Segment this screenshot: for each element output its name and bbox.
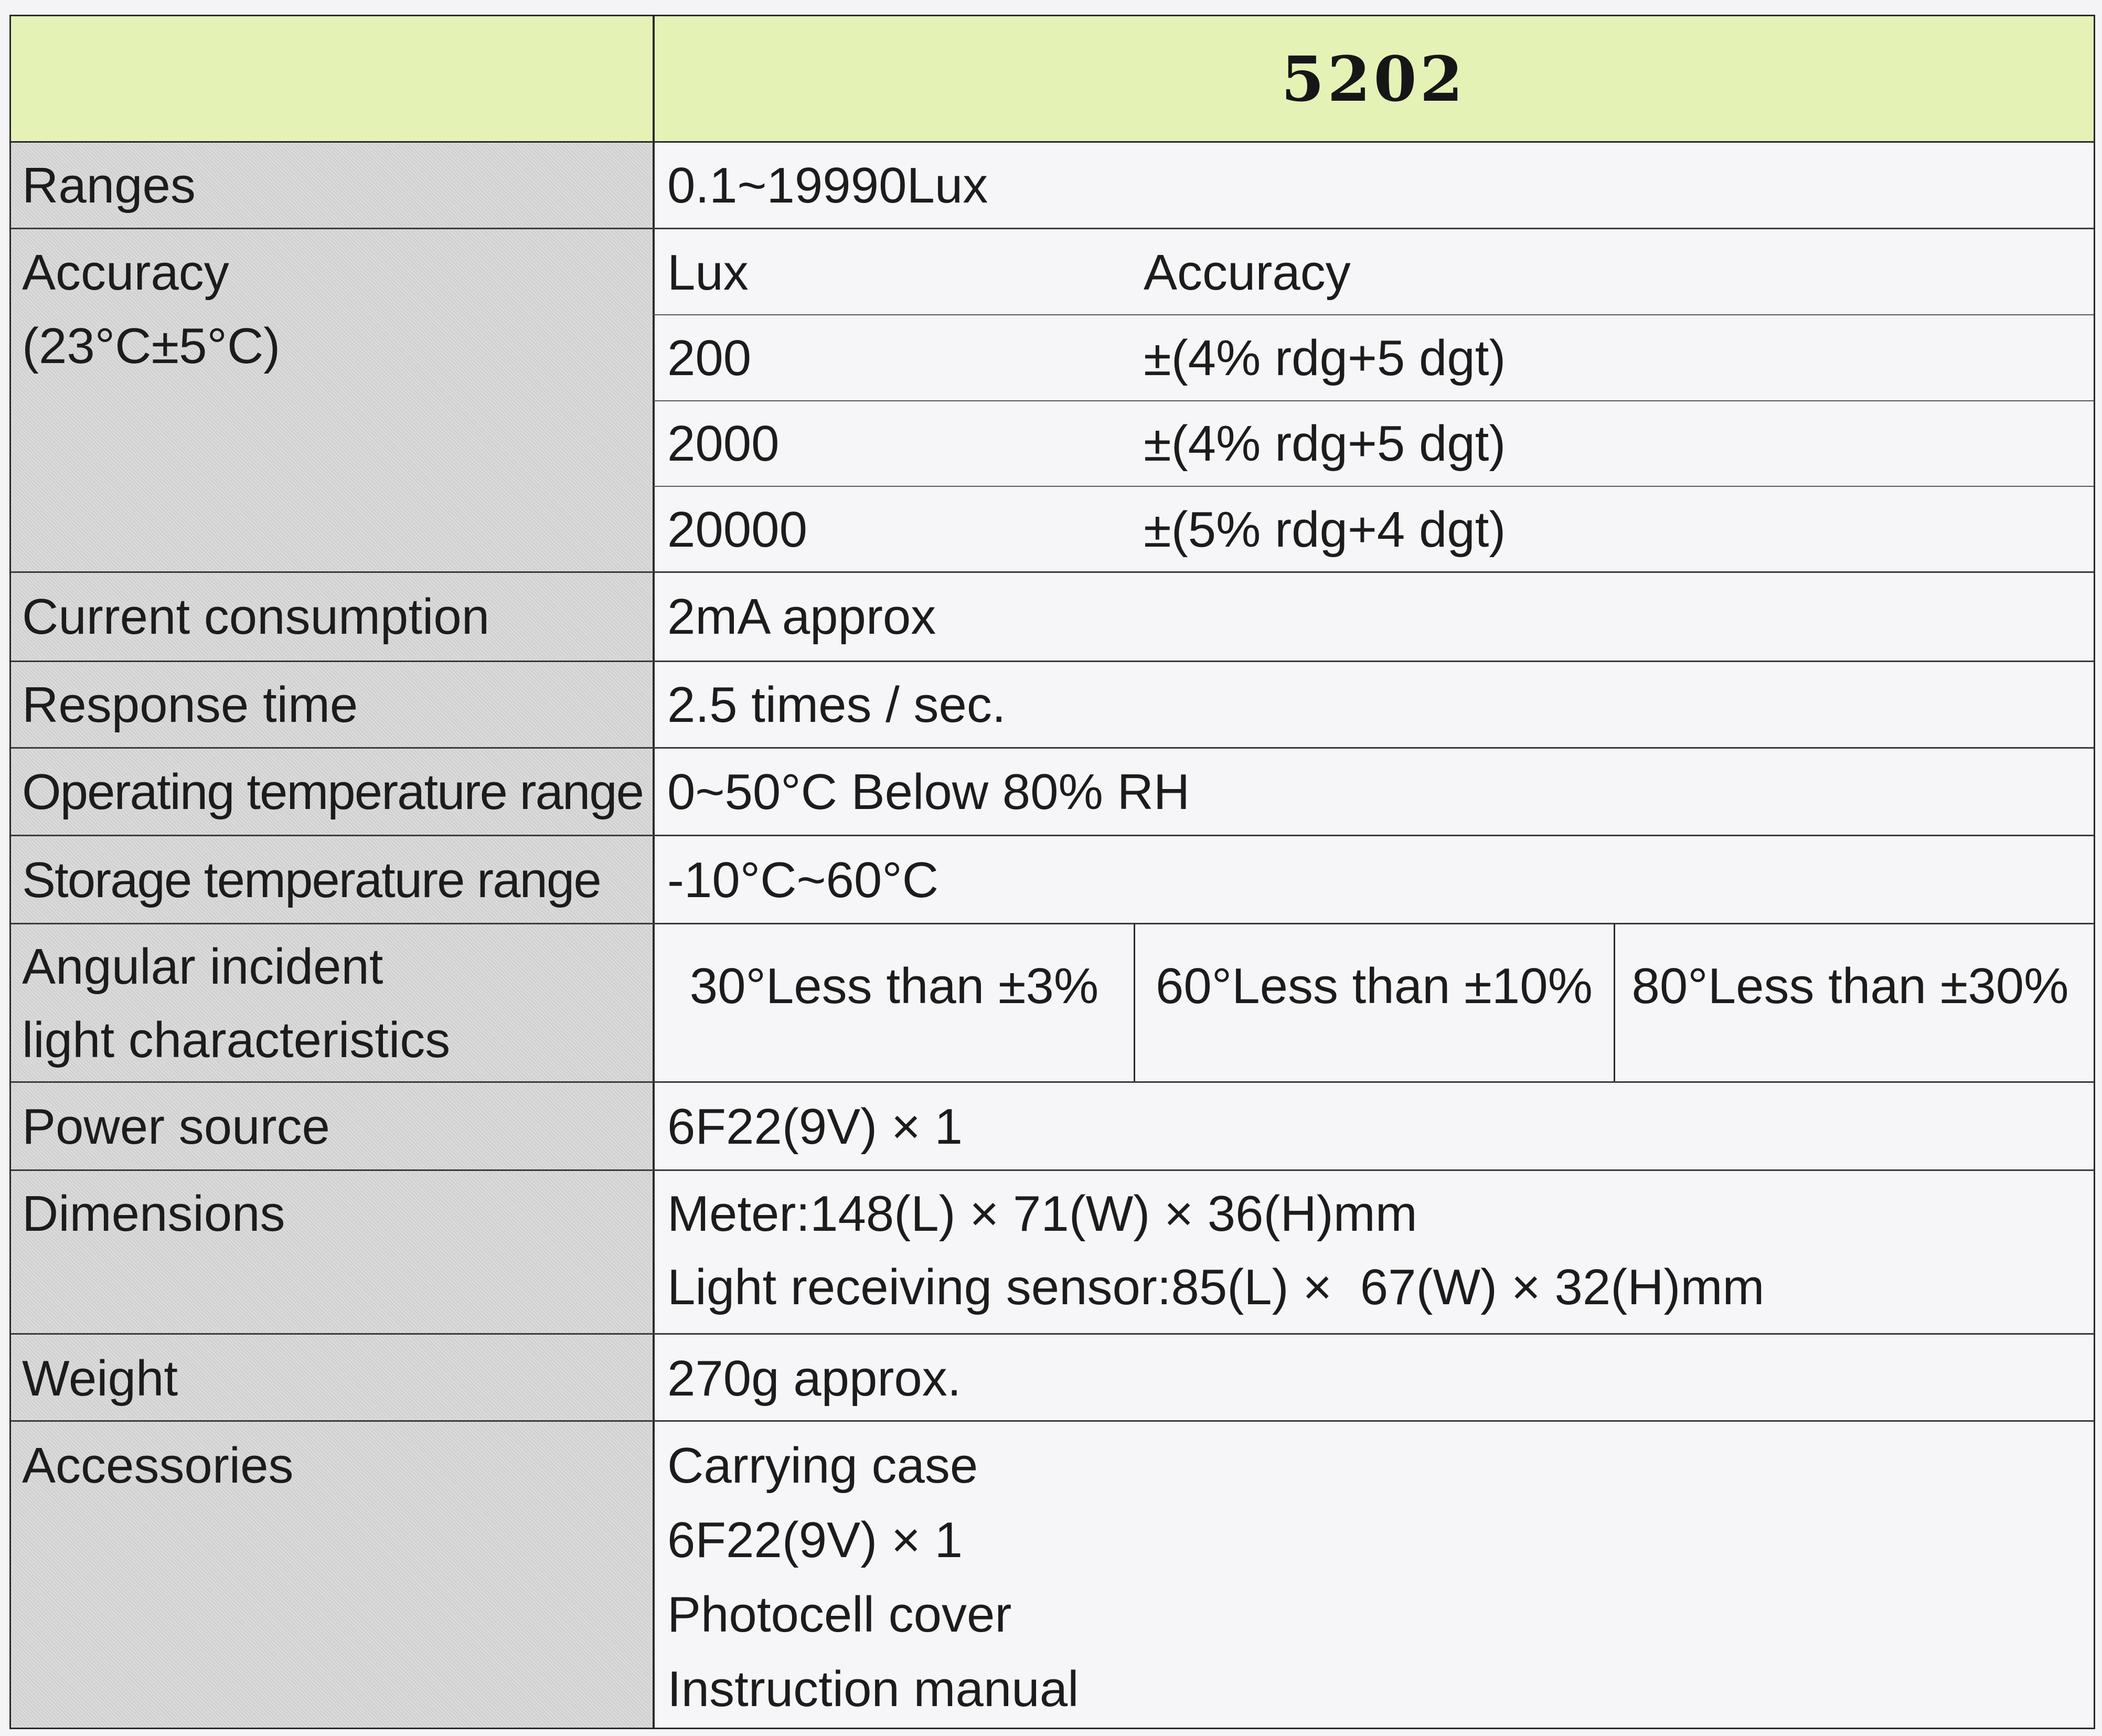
angular-value-80: 80°Less than ±30% xyxy=(1631,958,2069,1014)
accessory-item: Instruction manual xyxy=(667,1661,1079,1717)
current-consumption-value: 2mA approx xyxy=(667,589,936,645)
row-divider xyxy=(11,1081,2094,1083)
accessory-item: Photocell cover xyxy=(667,1586,1012,1643)
response-time-label: Response time xyxy=(22,677,358,733)
ranges-value: 0.1~19990Lux xyxy=(667,157,988,214)
angular-label-line2: light characteristics xyxy=(22,1012,451,1068)
storage-temperature-value: -10°C~60°C xyxy=(667,852,939,908)
power-source-value: 6F22(9V) × 1 xyxy=(667,1099,963,1155)
accuracy-row-lux: 200 xyxy=(667,330,752,386)
row-divider xyxy=(11,1420,2094,1422)
row-divider xyxy=(11,1333,2094,1335)
accuracy-row-value: ±(4% rdg+5 dgt) xyxy=(1144,416,1506,472)
accuracy-row-value: ±(5% rdg+4 dgt) xyxy=(1144,502,1506,558)
response-time-value: 2.5 times / sec. xyxy=(667,677,1006,733)
accuracy-subrow-divider xyxy=(654,400,2094,401)
accessories-label: Accessories xyxy=(22,1437,294,1494)
accuracy-label: Accuracy xyxy=(22,244,229,301)
angular-value-60: 60°Less than ±10% xyxy=(1156,958,1593,1014)
storage-temperature-label: Storage temperature range xyxy=(22,852,601,908)
accuracy-subrow-divider xyxy=(654,314,2094,315)
column-divider xyxy=(653,16,655,1728)
accessory-item: Carrying case xyxy=(667,1437,978,1494)
accuracy-col-accuracy: Accuracy xyxy=(1144,244,1351,301)
accuracy-subrow-divider xyxy=(654,486,2094,487)
accuracy-row-lux: 20000 xyxy=(667,502,807,558)
dimensions-label: Dimensions xyxy=(22,1186,285,1242)
operating-temperature-value: 0~50°C Below 80% RH xyxy=(667,764,1190,820)
power-source-label: Power source xyxy=(22,1099,330,1155)
operating-temperature-label: Operating temperature range xyxy=(22,764,644,820)
angular-value-30: 30°Less than ±3% xyxy=(689,958,1099,1014)
row-divider xyxy=(11,228,2094,229)
accuracy-row-value: ±(4% rdg+5 dgt) xyxy=(1144,330,1506,386)
accuracy-col-lux: Lux xyxy=(667,244,749,301)
row-divider xyxy=(11,571,2094,573)
model-title: 5202 xyxy=(1281,42,1466,115)
angular-label-line1: Angular incident xyxy=(22,939,383,995)
accessory-item: 6F22(9V) × 1 xyxy=(667,1512,963,1568)
dimensions-sensor-value: Light receiving sensor:85(L) × 67(W) × 32(H)mm xyxy=(667,1259,1765,1315)
row-divider xyxy=(11,747,2094,749)
row-divider xyxy=(11,661,2094,662)
weight-value: 270g approx. xyxy=(667,1350,962,1407)
row-divider xyxy=(11,835,2094,836)
dimensions-meter-value: Meter:148(L) × 71(W) × 36(H)mm xyxy=(667,1186,1417,1242)
accuracy-condition-label: (23°C±5°C) xyxy=(22,318,281,374)
weight-label: Weight xyxy=(22,1350,178,1407)
ranges-label: Ranges xyxy=(22,157,196,214)
row-divider xyxy=(11,1169,2094,1171)
accuracy-row-lux: 2000 xyxy=(667,416,780,472)
current-consumption-label: Current consumption xyxy=(22,589,490,645)
